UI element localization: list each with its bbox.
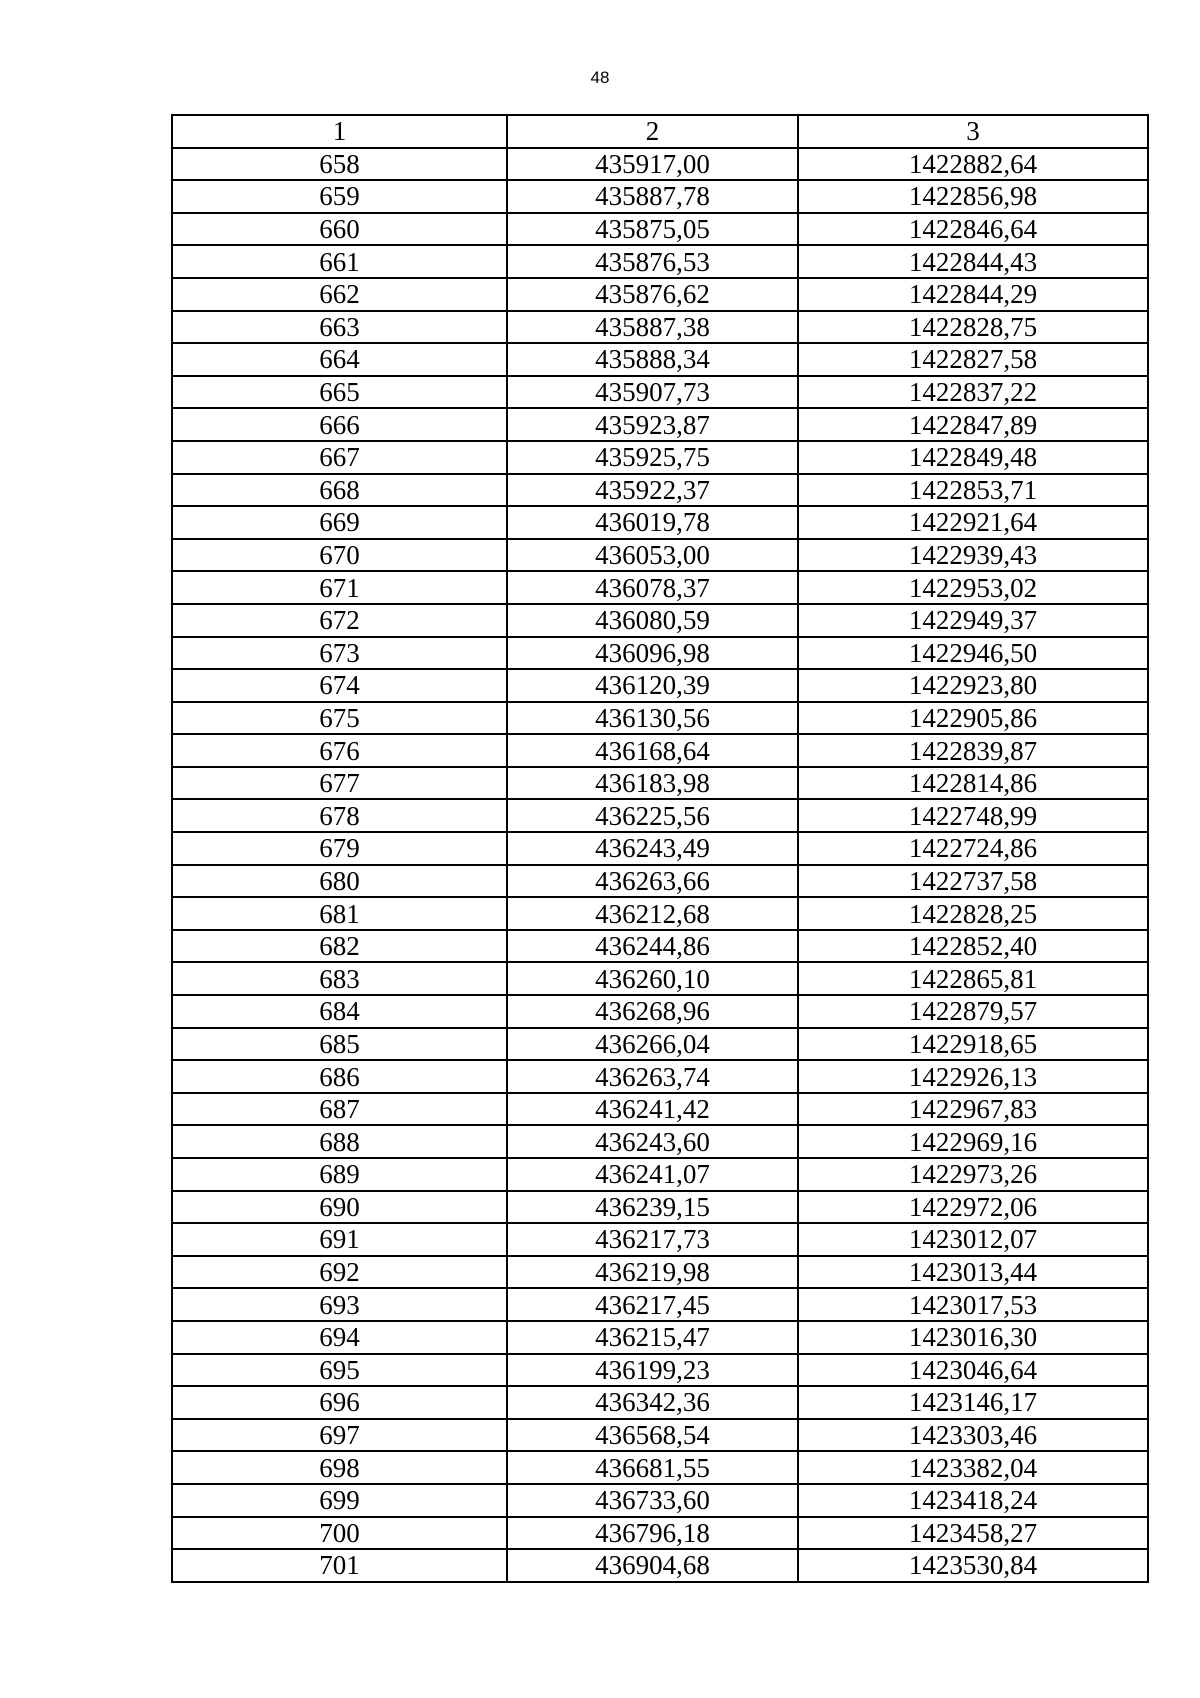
table-cell-col-3: 1422853,71	[798, 474, 1148, 507]
table-cell-col-2: 435888,34	[507, 343, 798, 376]
header-cell-2: 2	[507, 115, 798, 148]
table-row	[172, 865, 1148, 898]
table-cell-col-1: 667	[172, 441, 507, 474]
table-row	[172, 1451, 1148, 1484]
table-cell-col-2: 436019,78	[507, 506, 798, 539]
table-row	[172, 1158, 1148, 1191]
table-cell-col-3: 1423012,07	[798, 1223, 1148, 1256]
table-cell-col-1: 696	[172, 1386, 507, 1419]
table-cell-col-3: 1422973,26	[798, 1158, 1148, 1191]
table-cell-col-3: 1422852,40	[798, 930, 1148, 963]
table-cell-col-1: 697	[172, 1419, 507, 1452]
table-cell-col-1: 664	[172, 343, 507, 376]
table-cell-col-1: 677	[172, 767, 507, 800]
table-cell-col-1: 701	[172, 1549, 507, 1582]
table-row	[172, 734, 1148, 767]
table-cell-col-3: 1422828,25	[798, 897, 1148, 930]
table-cell-col-1: 659	[172, 180, 507, 213]
header-row	[172, 115, 1148, 148]
table-cell-col-3: 1422918,65	[798, 1028, 1148, 1061]
table-row	[172, 1191, 1148, 1224]
table-cell-col-1: 674	[172, 669, 507, 702]
table-cell-col-3: 1423046,64	[798, 1354, 1148, 1387]
table-cell-col-2: 436217,45	[507, 1288, 798, 1321]
table-cell-col-1: 698	[172, 1451, 507, 1484]
table-cell-col-1: 690	[172, 1191, 507, 1224]
table-cell-col-3: 1422849,48	[798, 441, 1148, 474]
table-cell-col-1: 671	[172, 571, 507, 604]
table-cell-col-1: 665	[172, 376, 507, 409]
table-cell-col-3: 1422921,64	[798, 506, 1148, 539]
table-cell-col-3: 1422847,89	[798, 408, 1148, 441]
table-cell-col-2: 436241,07	[507, 1158, 798, 1191]
table-cell-col-1: 668	[172, 474, 507, 507]
table-cell-col-2: 436168,64	[507, 734, 798, 767]
table-cell-col-3: 1422737,58	[798, 865, 1148, 898]
table-row	[172, 180, 1148, 213]
table-cell-col-1: 663	[172, 311, 507, 344]
table-cell-col-3: 1422844,43	[798, 245, 1148, 278]
table-row	[172, 213, 1148, 246]
table-cell-col-1: 669	[172, 506, 507, 539]
table-cell-col-2: 436239,15	[507, 1191, 798, 1224]
table-row	[172, 604, 1148, 637]
table-cell-col-3: 1422879,57	[798, 995, 1148, 1028]
table-row	[172, 343, 1148, 376]
page-number: 48	[590, 68, 610, 87]
table-cell-col-2: 436096,98	[507, 637, 798, 670]
table-cell-col-2: 435907,73	[507, 376, 798, 409]
table-cell-col-2: 436342,36	[507, 1386, 798, 1419]
table-cell-col-1: 670	[172, 539, 507, 572]
table-cell-col-2: 436244,86	[507, 930, 798, 963]
table-cell-col-1: 661	[172, 245, 507, 278]
table-row	[172, 1517, 1148, 1550]
table-cell-col-2: 436053,00	[507, 539, 798, 572]
table-cell-col-1: 658	[172, 148, 507, 181]
table-cell-col-2: 436260,10	[507, 962, 798, 995]
table-cell-col-1: 689	[172, 1158, 507, 1191]
table-row	[172, 897, 1148, 930]
table-cell-col-2: 436219,98	[507, 1256, 798, 1289]
table-cell-col-1: 686	[172, 1060, 507, 1093]
table-cell-col-3: 1422828,75	[798, 311, 1148, 344]
table-row	[172, 1354, 1148, 1387]
table-cell-col-1: 691	[172, 1223, 507, 1256]
table-cell-col-3: 1423146,17	[798, 1386, 1148, 1419]
table-cell-col-2: 436568,54	[507, 1419, 798, 1452]
table-cell-col-2: 436904,68	[507, 1549, 798, 1582]
table-cell-col-3: 1422827,58	[798, 343, 1148, 376]
table-cell-col-3: 1422967,83	[798, 1093, 1148, 1126]
table-row	[172, 1549, 1148, 1582]
table-cell-col-1: 676	[172, 734, 507, 767]
table-row	[172, 669, 1148, 702]
table-cell-col-2: 436215,47	[507, 1321, 798, 1354]
table-cell-col-2: 436796,18	[507, 1517, 798, 1550]
table-cell-col-3: 1423016,30	[798, 1321, 1148, 1354]
table-row	[172, 1386, 1148, 1419]
table-cell-col-2: 436266,04	[507, 1028, 798, 1061]
table-cell-col-3: 1422846,64	[798, 213, 1148, 246]
table-row	[172, 1288, 1148, 1321]
table-cell-col-1: 694	[172, 1321, 507, 1354]
table-row	[172, 245, 1148, 278]
table-cell-col-1: 660	[172, 213, 507, 246]
table-cell-col-2: 435925,75	[507, 441, 798, 474]
table-cell-col-3: 1422946,50	[798, 637, 1148, 670]
table-row	[172, 1419, 1148, 1452]
table-cell-col-1: 678	[172, 799, 507, 832]
table-cell-col-3: 1422837,22	[798, 376, 1148, 409]
table-cell-col-1: 679	[172, 832, 507, 865]
table-cell-col-2: 436217,73	[507, 1223, 798, 1256]
table-cell-col-3: 1422926,13	[798, 1060, 1148, 1093]
table-row	[172, 408, 1148, 441]
table-cell-col-1: 688	[172, 1125, 507, 1158]
table-cell-col-1: 672	[172, 604, 507, 637]
table-row	[172, 506, 1148, 539]
table-row	[172, 930, 1148, 963]
table-cell-col-2: 436263,66	[507, 865, 798, 898]
table-row	[172, 962, 1148, 995]
table-cell-col-2: 436225,56	[507, 799, 798, 832]
table-row	[172, 539, 1148, 572]
table-row	[172, 799, 1148, 832]
table-cell-col-2: 436078,37	[507, 571, 798, 604]
table-cell-col-3: 1422748,99	[798, 799, 1148, 832]
table-cell-col-2: 436130,56	[507, 702, 798, 735]
table-cell-col-3: 1422839,87	[798, 734, 1148, 767]
table-row	[172, 376, 1148, 409]
table-row	[172, 311, 1148, 344]
table-cell-col-2: 436080,59	[507, 604, 798, 637]
table-cell-col-1: 684	[172, 995, 507, 1028]
table-header	[172, 115, 1148, 148]
table-cell-col-3: 1423017,53	[798, 1288, 1148, 1321]
table-row	[172, 1125, 1148, 1158]
table-row	[172, 1060, 1148, 1093]
table-cell-col-2: 436212,68	[507, 897, 798, 930]
table-cell-col-2: 435917,00	[507, 148, 798, 181]
table-row	[172, 441, 1148, 474]
table-cell-col-1: 666	[172, 408, 507, 441]
table-row	[172, 1484, 1148, 1517]
table-row	[172, 995, 1148, 1028]
table-cell-col-3: 1422953,02	[798, 571, 1148, 604]
table-body	[172, 148, 1148, 1582]
table-cell-col-1: 695	[172, 1354, 507, 1387]
table-cell-col-1: 683	[172, 962, 507, 995]
table-cell-col-3: 1422724,86	[798, 832, 1148, 865]
table-cell-col-3: 1423382,04	[798, 1451, 1148, 1484]
table-cell-col-3: 1422865,81	[798, 962, 1148, 995]
table-cell-col-3: 1422939,43	[798, 539, 1148, 572]
table-row	[172, 148, 1148, 181]
table-cell-col-1: 699	[172, 1484, 507, 1517]
table-cell-col-2: 435887,38	[507, 311, 798, 344]
table-cell-col-2: 435887,78	[507, 180, 798, 213]
table-row	[172, 1321, 1148, 1354]
table-cell-col-3: 1422856,98	[798, 180, 1148, 213]
table-cell-col-1: 681	[172, 897, 507, 930]
coordinates-table	[171, 114, 1149, 1583]
table-cell-col-3: 1422882,64	[798, 148, 1148, 181]
table-cell-col-2: 436183,98	[507, 767, 798, 800]
table-cell-col-2: 435876,62	[507, 278, 798, 311]
table-cell-col-1: 675	[172, 702, 507, 735]
table-cell-col-3: 1422969,16	[798, 1125, 1148, 1158]
header-cell-3: 3	[798, 115, 1148, 148]
table-cell-col-2: 436243,49	[507, 832, 798, 865]
table-cell-col-2: 435876,53	[507, 245, 798, 278]
table-cell-col-3: 1422814,86	[798, 767, 1148, 800]
table-cell-col-1: 682	[172, 930, 507, 963]
table-row	[172, 832, 1148, 865]
table-cell-col-1: 662	[172, 278, 507, 311]
table-cell-col-2: 435923,87	[507, 408, 798, 441]
table-row	[172, 1223, 1148, 1256]
table-cell-col-2: 435875,05	[507, 213, 798, 246]
table-cell-col-1: 687	[172, 1093, 507, 1126]
table-cell-col-2: 436199,23	[507, 1354, 798, 1387]
table-row	[172, 637, 1148, 670]
table-cell-col-1: 700	[172, 1517, 507, 1550]
table-cell-col-2: 436120,39	[507, 669, 798, 702]
table-cell-col-2: 435922,37	[507, 474, 798, 507]
table-row	[172, 571, 1148, 604]
table-cell-col-3: 1422844,29	[798, 278, 1148, 311]
table-cell-col-3: 1422949,37	[798, 604, 1148, 637]
table-cell-col-3: 1423013,44	[798, 1256, 1148, 1289]
table-cell-col-1: 693	[172, 1288, 507, 1321]
table-cell-col-2: 436681,55	[507, 1451, 798, 1484]
table-row	[172, 278, 1148, 311]
header-cell-1: 1	[172, 115, 507, 148]
table-row	[172, 767, 1148, 800]
table-cell-col-3: 1422905,86	[798, 702, 1148, 735]
table-cell-col-1: 673	[172, 637, 507, 670]
table-cell-col-1: 692	[172, 1256, 507, 1289]
table-row	[172, 1093, 1148, 1126]
table-cell-col-3: 1423530,84	[798, 1549, 1148, 1582]
table-cell-col-2: 436263,74	[507, 1060, 798, 1093]
table-cell-col-3: 1423418,24	[798, 1484, 1148, 1517]
table-cell-col-2: 436733,60	[507, 1484, 798, 1517]
table-cell-col-3: 1423303,46	[798, 1419, 1148, 1452]
table-cell-col-2: 436241,42	[507, 1093, 798, 1126]
table-row	[172, 1028, 1148, 1061]
table-row	[172, 474, 1148, 507]
table-row	[172, 702, 1148, 735]
table-cell-col-3: 1422923,80	[798, 669, 1148, 702]
table-cell-col-3: 1423458,27	[798, 1517, 1148, 1550]
table-cell-col-1: 680	[172, 865, 507, 898]
table-row	[172, 1256, 1148, 1289]
table-cell-col-1: 685	[172, 1028, 507, 1061]
table-cell-col-3: 1422972,06	[798, 1191, 1148, 1224]
table-cell-col-2: 436268,96	[507, 995, 798, 1028]
table-cell-col-2: 436243,60	[507, 1125, 798, 1158]
